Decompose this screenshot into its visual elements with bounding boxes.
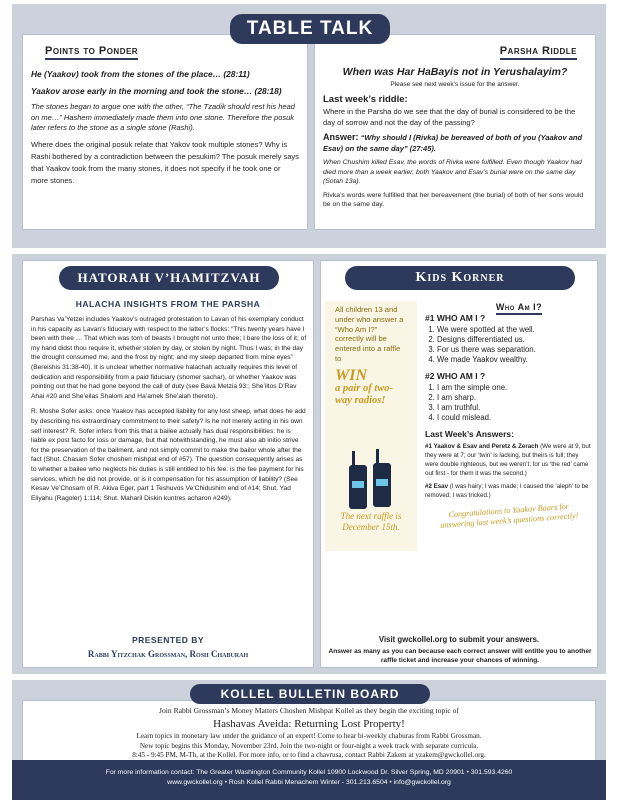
answer-text: “Why should I (Rivka) be bereaved of both of you (Yaakov and Esav) on the same day” (27:45). [323, 133, 583, 153]
hatorah-panel [22, 260, 314, 668]
visit-text: Visit gwckollel.org to submit your answers. [378, 635, 540, 644]
answer-1-label: #1 Yaakov & Esav and Peretz & Zerach [425, 443, 539, 450]
presenter-name: Rabbi Yitzchak Grossman, Rosh Chaburah [87, 649, 249, 659]
kids-korner-panel [320, 260, 598, 668]
riddle-heading: Parsha Riddle [500, 45, 577, 60]
quote-2: Yaakov arose early in the morning and took the stone… (28:18) [31, 86, 282, 96]
kids-title: Kids Korner [345, 266, 575, 290]
riddle-explain-1: When Chushim killed Esav, the words of Rivka were fulfilled. Even though Yaakov had died more than a week earlier, both Yaakov and Esav’s burial were on the same day (Sotah 13a). [323, 159, 582, 185]
win-text: WIN [335, 366, 368, 384]
list-item: 4. I could mislead. [437, 413, 593, 423]
points-heading: Points to Ponder [45, 45, 138, 60]
parsha-riddle-panel [314, 34, 596, 230]
list-item: 1. We were spotted at the well. [437, 325, 593, 335]
list-item: 3. For us there was separation. [437, 345, 593, 355]
answer-1 [425, 442, 593, 478]
congrats-text: Congratulations to Yaakov Baars for answering last week’s questions correctly! [440, 501, 579, 530]
last-week-answers-heading: Last Week’s Answers: [425, 429, 514, 439]
next-raffle: The next raffle is December 15th. [340, 511, 402, 532]
bulletin-line-2: Learn topics in monetary law under the guidance of an expert! Come to hear bi-weekly chaburas from Rabbi Grossman. [136, 732, 482, 740]
raffle-box [325, 301, 417, 551]
list-item: 2. Designs differentiated us. [437, 335, 593, 345]
bulletin-line-3: New topic begins this Monday, November 23rd. Join the two-night or four-night a week track with separate curricula. [139, 741, 479, 750]
list-item: 1. I am the simple one. [437, 383, 593, 393]
list-item: 3. I am truthful. [437, 403, 593, 413]
hatorah-title: HATORAH V’HAMITZVAH [59, 266, 279, 290]
answer-label: Answer: [323, 132, 359, 142]
footer [12, 760, 606, 800]
answer-1-text: (We were at 9, but they were at 7; our ‘twin’ is lacking, but theirs is full; they were double righteous, but we weren’t; for us ‘the red’ came out first - for them it was the second.) [425, 443, 591, 477]
points-explanation: The stones began to argue one with the other, “The Tzadik should rest his head on me…” Hashem immediately made them into one stone. Therefore the posuk later refers to the stone as a single stone (Rashi). [31, 102, 295, 132]
hatorah-para-2: R. Moshe Sofer asks: once Yaakov has accepted liability for any lost sheep, what does he add by describing his extraordinary commitment to their safety? Is he not merely acting in his own self interest? R. Sofer infers from this that a bailee actually has dual responsibilities: he is liable ex post facto for loss or damage, but that notwithstanding, he must also ab initio strive for the preservation of the bailment, and not simply commit to make the bailor whole after the fact (Shut. Chasam Sofer choshen mishpat end of #57). The question consequently arises as to whether a bailee who neglects his duties is still entitled to his fee: is the fee payment for his services, which he did not provide, or is it compensation for his assumption of liability? (See Kesav Ve’Chosam of R. Akiva Eger, part 1 Teshuvos Ve’Chidushim end of #14; Shut. Yad Eliyahu (Ragoler) 1:114; Shut. Maharil Diskin kuntres acharon #249). [31, 408, 306, 502]
hatorah-subtitle: HALACHA INSIGHTS FROM THE PARSHA [75, 299, 261, 309]
prize-text: a pair of two-way radios! [335, 382, 394, 406]
points-question: Where does the original posuk relate that Yakov took multiple stones? Why is Rashi bothered by a contradiction between the pesukim? The posuk merely says that Yaakov took from the many stones, it does not specify if he took one or more stones. [31, 139, 299, 185]
hatorah-para-1: Parshas Va’Yetzei includes Yaakov’s outraged protestation to Lavan of his exemplary conduct in his capacity as Lavan’s fiduciary with respect to the latter’s flocks: “This twenty years have I been with thee … That which was torn of beasts I brought not unto thee; I bare the loss of it; of my hand didst thou require it, whether stolen by day, or stolen by night. Thus I was; in the day the drought consumed me, and the frost by night; and my sleep departed from mine eyes” (Bereishis 31:38-40). It is unclear whether normative halachah actually requires this level of dedication and responsibility from a paid fiduciary (shomer sachar), or whether Yaakov was pointing out that he had gone beyond the call of duty (see Bava Metzia 93:; She’iltos D’Rav Ahai #20 and She’eilas Shalom and Ha’amek She’alah thereto). [31, 316, 307, 400]
q1-title: #1 WHO AM I ? [425, 313, 486, 323]
bulletin-line-1: Join Rabbi Grossman’s Money Matters Choshen Mishpat Kollel as they begin the exciting topic of [159, 706, 459, 715]
points-to-ponder-panel [22, 34, 308, 230]
q2-list [425, 383, 593, 423]
q1-list [425, 325, 593, 365]
list-item: 2. I am sharp. [437, 393, 593, 403]
raffle-text: All children 13 and under who answer a “Who Am I?” correctly will be entered into a raffle to [335, 305, 404, 363]
list-item: 4. We made Yaakov wealthy. [437, 355, 593, 365]
riddle-explain-2: Rivka’s words were fulfilled that her bereavement (the burial) of both of her sons would be on the same day. [323, 191, 584, 208]
footer-line-2: www.gwckollel.org • Rosh Kollel Rabbi Menachem Winter - 301.213.6504 • info@gwckollel.org [167, 779, 451, 786]
bulletin-topic: Hashavas Aveida: Returning Lost Property! [213, 718, 405, 730]
who-am-i-heading: Who Am I? [496, 302, 542, 315]
kids-bottom-text: Answer as many as you can because each correct answer will entitle you to another raffle ticket and increase your chances of winning. [328, 648, 592, 664]
riddle-note: Please see next week’s issue for the answer. [390, 81, 520, 88]
quote-1: He (Yaakov) took from the stones of the place… (28:11) [31, 69, 250, 79]
last-riddle-heading: Last week’s riddle: [323, 94, 408, 105]
answer-2 [425, 482, 593, 500]
bulletin-line-4: 8:45 - 9:45 PM, M-Th, at the Kollel. For more info, or to find a chavrusa, contact Rabbi Zakem at yzakem@gwckollel.org. [132, 751, 486, 759]
riddle-question: When was Har HaBayis not in Yerushalayim? [342, 66, 568, 78]
q2-title: #2 WHO AM I ? [425, 371, 486, 381]
radio-image [349, 461, 409, 511]
riddle-answer [323, 132, 587, 154]
presented-by: PRESENTED BY [131, 635, 205, 645]
bulletin-title: KOLLEL BULLETIN BOARD [190, 684, 430, 704]
table-talk-title: TABLE TALK [230, 14, 390, 44]
footer-line-1: For more information contact: The Greater Washington Community Kollel 10900 Lockwood Dr. Silver Spring, MD 20901 • 301.593.4260 [105, 769, 513, 776]
answer-2-label: #2 Esav [425, 483, 449, 490]
answer-2-text: (I was hairy; I was made; I caused the ‘aleph’ to be removed; I was tricked.) [425, 483, 589, 499]
last-riddle-question: Where in the Parsha do we see that the day of burial is considered to be the day of sorrow and not the day of the passing? [323, 107, 576, 127]
